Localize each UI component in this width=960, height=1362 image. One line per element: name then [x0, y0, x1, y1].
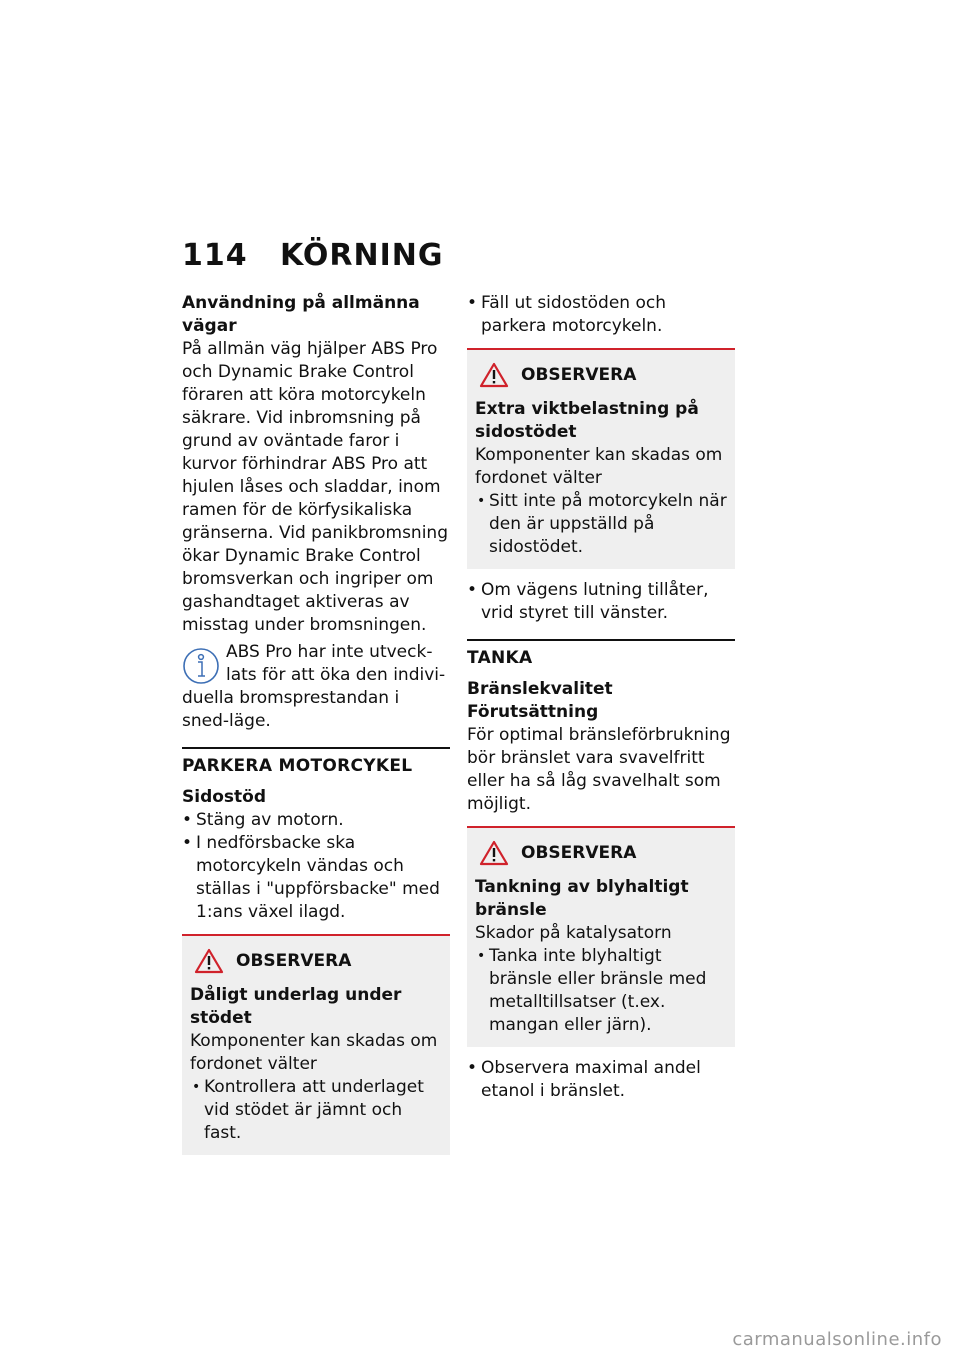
- list-item: • Sitt inte på motorcykeln när den är uppställd på sidostödet.: [475, 490, 727, 559]
- info-icon: [182, 647, 220, 685]
- notice-box: [467, 826, 735, 1047]
- list-item: • Stäng av motorn.: [182, 809, 450, 832]
- sub-heading-sidestand: Sidostöd: [182, 787, 267, 807]
- notice-title: Tankning av blyhaltigt bränsle: [475, 877, 689, 920]
- heading-public-roads: Användning på allmänna vägar: [182, 293, 420, 336]
- list-item: • Fäll ut sidostöden och parkera motorcykeln.: [467, 292, 735, 338]
- section-refuel: [467, 639, 735, 1103]
- section-title-parking: PARKERA MOTORCYKEL: [182, 756, 413, 776]
- notice-header: [190, 948, 442, 974]
- right-column: [467, 292, 735, 1103]
- paragraph-fuel: För optimal bränsleförbrukning bör bränslet vara svavelfritt eller ha så låg svavelhalt som möjligt.: [467, 725, 731, 814]
- warning-triangle-icon: [479, 362, 509, 388]
- notice-title: Extra viktbelastning på sidostödet: [475, 399, 699, 442]
- notice-text: Komponenter kan skadas om fordonet välter: [190, 1031, 438, 1074]
- page-number: 114: [182, 238, 248, 273]
- notice-text: Komponenter kan skadas om fordonet välter: [475, 445, 723, 488]
- notice-box: [182, 934, 450, 1155]
- section-title-refuel: TANKA: [467, 648, 533, 668]
- hint-box: [182, 641, 450, 687]
- list-item: • Om vägens lutning tillåter, vrid styret till vänster.: [467, 579, 735, 625]
- notice-label: OBSERVERA: [236, 950, 352, 971]
- hint-text-continued: duella bromsprestandan i sned-läge.: [182, 688, 400, 731]
- page-header: [182, 238, 444, 273]
- list-item: • Tanka inte blyhaltigt bränsle eller bränsle med metalltillsatser (t.ex. mangan eller järn).: [475, 945, 727, 1037]
- sub-heading-requirement: Förutsättning: [467, 702, 599, 722]
- notice-title: Dåligt underlag under stödet: [190, 985, 402, 1028]
- sub-heading-fuel-quality: Bränslekvalitet: [467, 679, 613, 699]
- notice-label: OBSERVERA: [521, 364, 637, 385]
- notice-header: [475, 840, 727, 866]
- watermark: carmanualsonline.info: [732, 1329, 942, 1350]
- warning-triangle-icon: [479, 840, 509, 866]
- notice-box: [467, 348, 735, 569]
- warning-triangle-icon: [194, 948, 224, 974]
- list-item: • I nedförsbacke ska motorcykeln vändas och ställas i "uppförsbacke" med 1:ans växel ilagd.: [182, 832, 450, 924]
- list-item: • Observera maximal andel etanol i bränslet.: [467, 1057, 735, 1103]
- chapter-title: KÖRNING: [280, 238, 444, 273]
- notice-label: OBSERVERA: [521, 842, 637, 863]
- section-parking: [182, 747, 450, 1155]
- notice-header: [475, 362, 727, 388]
- left-column: [182, 292, 450, 1165]
- notice-text: Skador på katalysatorn: [475, 923, 672, 943]
- list-item: • Kontrollera att underlaget vid stödet är jämnt och fast.: [190, 1076, 442, 1145]
- hint-text: ABS Pro har inte utveck-lats för att öka den indivi-: [226, 642, 446, 685]
- paragraph-abs-pro: På allmän väg hjälper ABS Pro och Dynamic Brake Control föraren att köra motorcykeln säkrare. Vid inbromsning på grund av oväntade faror i kurvor förhindrar ABS Pro att hjulen låses och sladdar, inom ramen för de körfysikaliska gränserna. Vid panikbromsning ökar Dynamic Brake Control bromsverkan och ingriper om gashandtaget aktiveras av misstag under bromsningen.: [182, 339, 448, 635]
